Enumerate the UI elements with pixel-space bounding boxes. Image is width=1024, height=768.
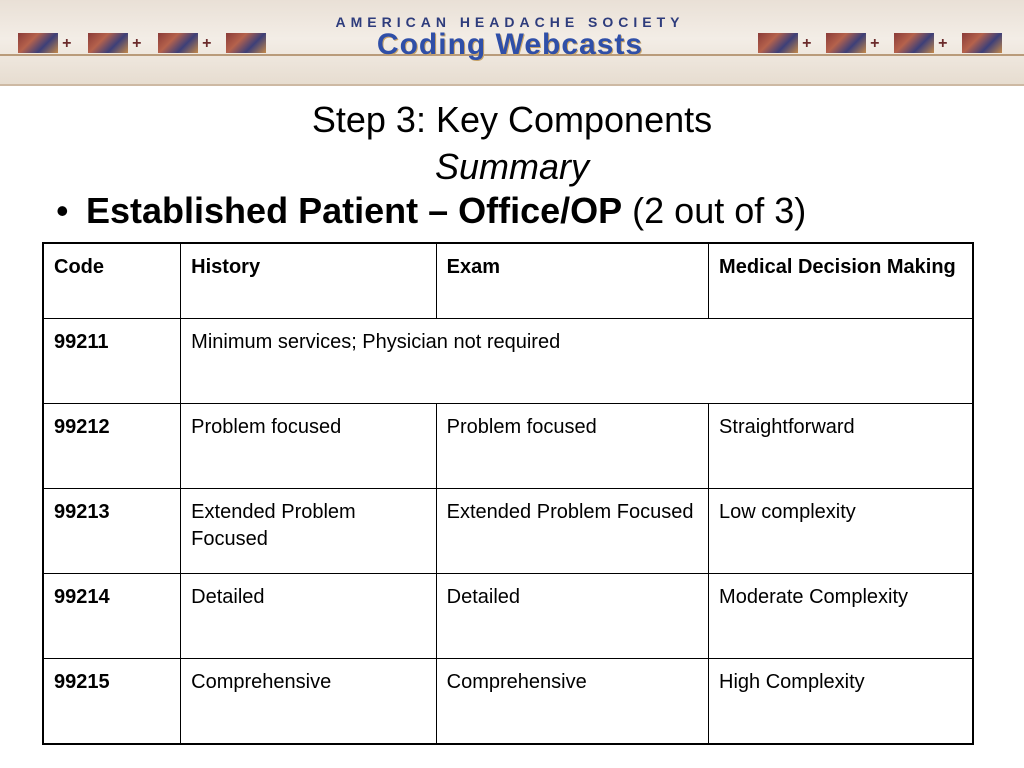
- header-medical-decision-making: Medical Decision Making: [709, 243, 973, 319]
- exam-cell: Problem focused: [436, 404, 708, 489]
- banner-decoration-tile: [88, 33, 128, 53]
- table-row: [43, 489, 973, 574]
- banner-decoration-plus: +: [802, 35, 812, 53]
- code-cell: 99214: [43, 574, 181, 659]
- header-history: History: [181, 243, 436, 319]
- header-code: Code: [43, 243, 181, 319]
- banner-decoration-plus: +: [938, 35, 948, 53]
- banner-decoration-plus: +: [62, 35, 72, 53]
- bullet-normal-text: (2 out of 3): [632, 190, 807, 231]
- history-cell: Detailed: [181, 574, 436, 659]
- mdm-cell: Moderate Complexity: [709, 574, 973, 659]
- banner-decoration-tile: [18, 33, 58, 53]
- bullet-point: [56, 190, 806, 232]
- history-cell: Comprehensive: [181, 659, 436, 745]
- banner-decoration-tile: [758, 33, 798, 53]
- exam-cell: Comprehensive: [436, 659, 708, 745]
- banner-decoration-tile: [962, 33, 1002, 53]
- banner-decoration-plus: +: [132, 35, 142, 53]
- table-row: [43, 319, 973, 404]
- banner-decoration-plus: +: [870, 35, 880, 53]
- mdm-cell: Low complexity: [709, 489, 973, 574]
- key-components-table: [42, 242, 974, 745]
- exam-cell: Detailed: [436, 574, 708, 659]
- code-cell: 99211: [43, 319, 181, 404]
- table-row: [43, 574, 973, 659]
- slide-title: Step 3: Key Components: [311, 99, 713, 140]
- slide-subtitle: Summary: [434, 146, 590, 187]
- banner-decoration-tile: [158, 33, 198, 53]
- table-row: [43, 404, 973, 489]
- banner-stripe-bottom: [0, 84, 1024, 86]
- banner-decoration-plus: +: [202, 35, 212, 53]
- table-row: [43, 659, 973, 745]
- banner-org-name: AMERICAN HEADACHE SOCIETY: [335, 14, 685, 30]
- exam-cell: Extended Problem Focused: [436, 489, 708, 574]
- banner-decoration-tile: [226, 33, 266, 53]
- banner-product-name: Coding Webcasts: [376, 28, 644, 61]
- banner-decoration-tile: [894, 33, 934, 53]
- history-cell: Problem focused: [181, 404, 436, 489]
- history-cell: Extended Problem Focused: [181, 489, 436, 574]
- code-cell: 99215: [43, 659, 181, 745]
- banner-decoration-tile: [826, 33, 866, 53]
- code-cell: 99212: [43, 404, 181, 489]
- bullet-marker: •: [56, 190, 69, 231]
- header-exam: Exam: [436, 243, 708, 319]
- merged-description-cell: Minimum services; Physician not required: [181, 319, 973, 404]
- table-header-row: [43, 243, 973, 319]
- mdm-cell: Straightforward: [709, 404, 973, 489]
- bullet-bold-text: Established Patient – Office/OP: [86, 190, 623, 231]
- code-cell: 99213: [43, 489, 181, 574]
- header-banner: [0, 0, 1024, 86]
- mdm-cell: High Complexity: [709, 659, 973, 745]
